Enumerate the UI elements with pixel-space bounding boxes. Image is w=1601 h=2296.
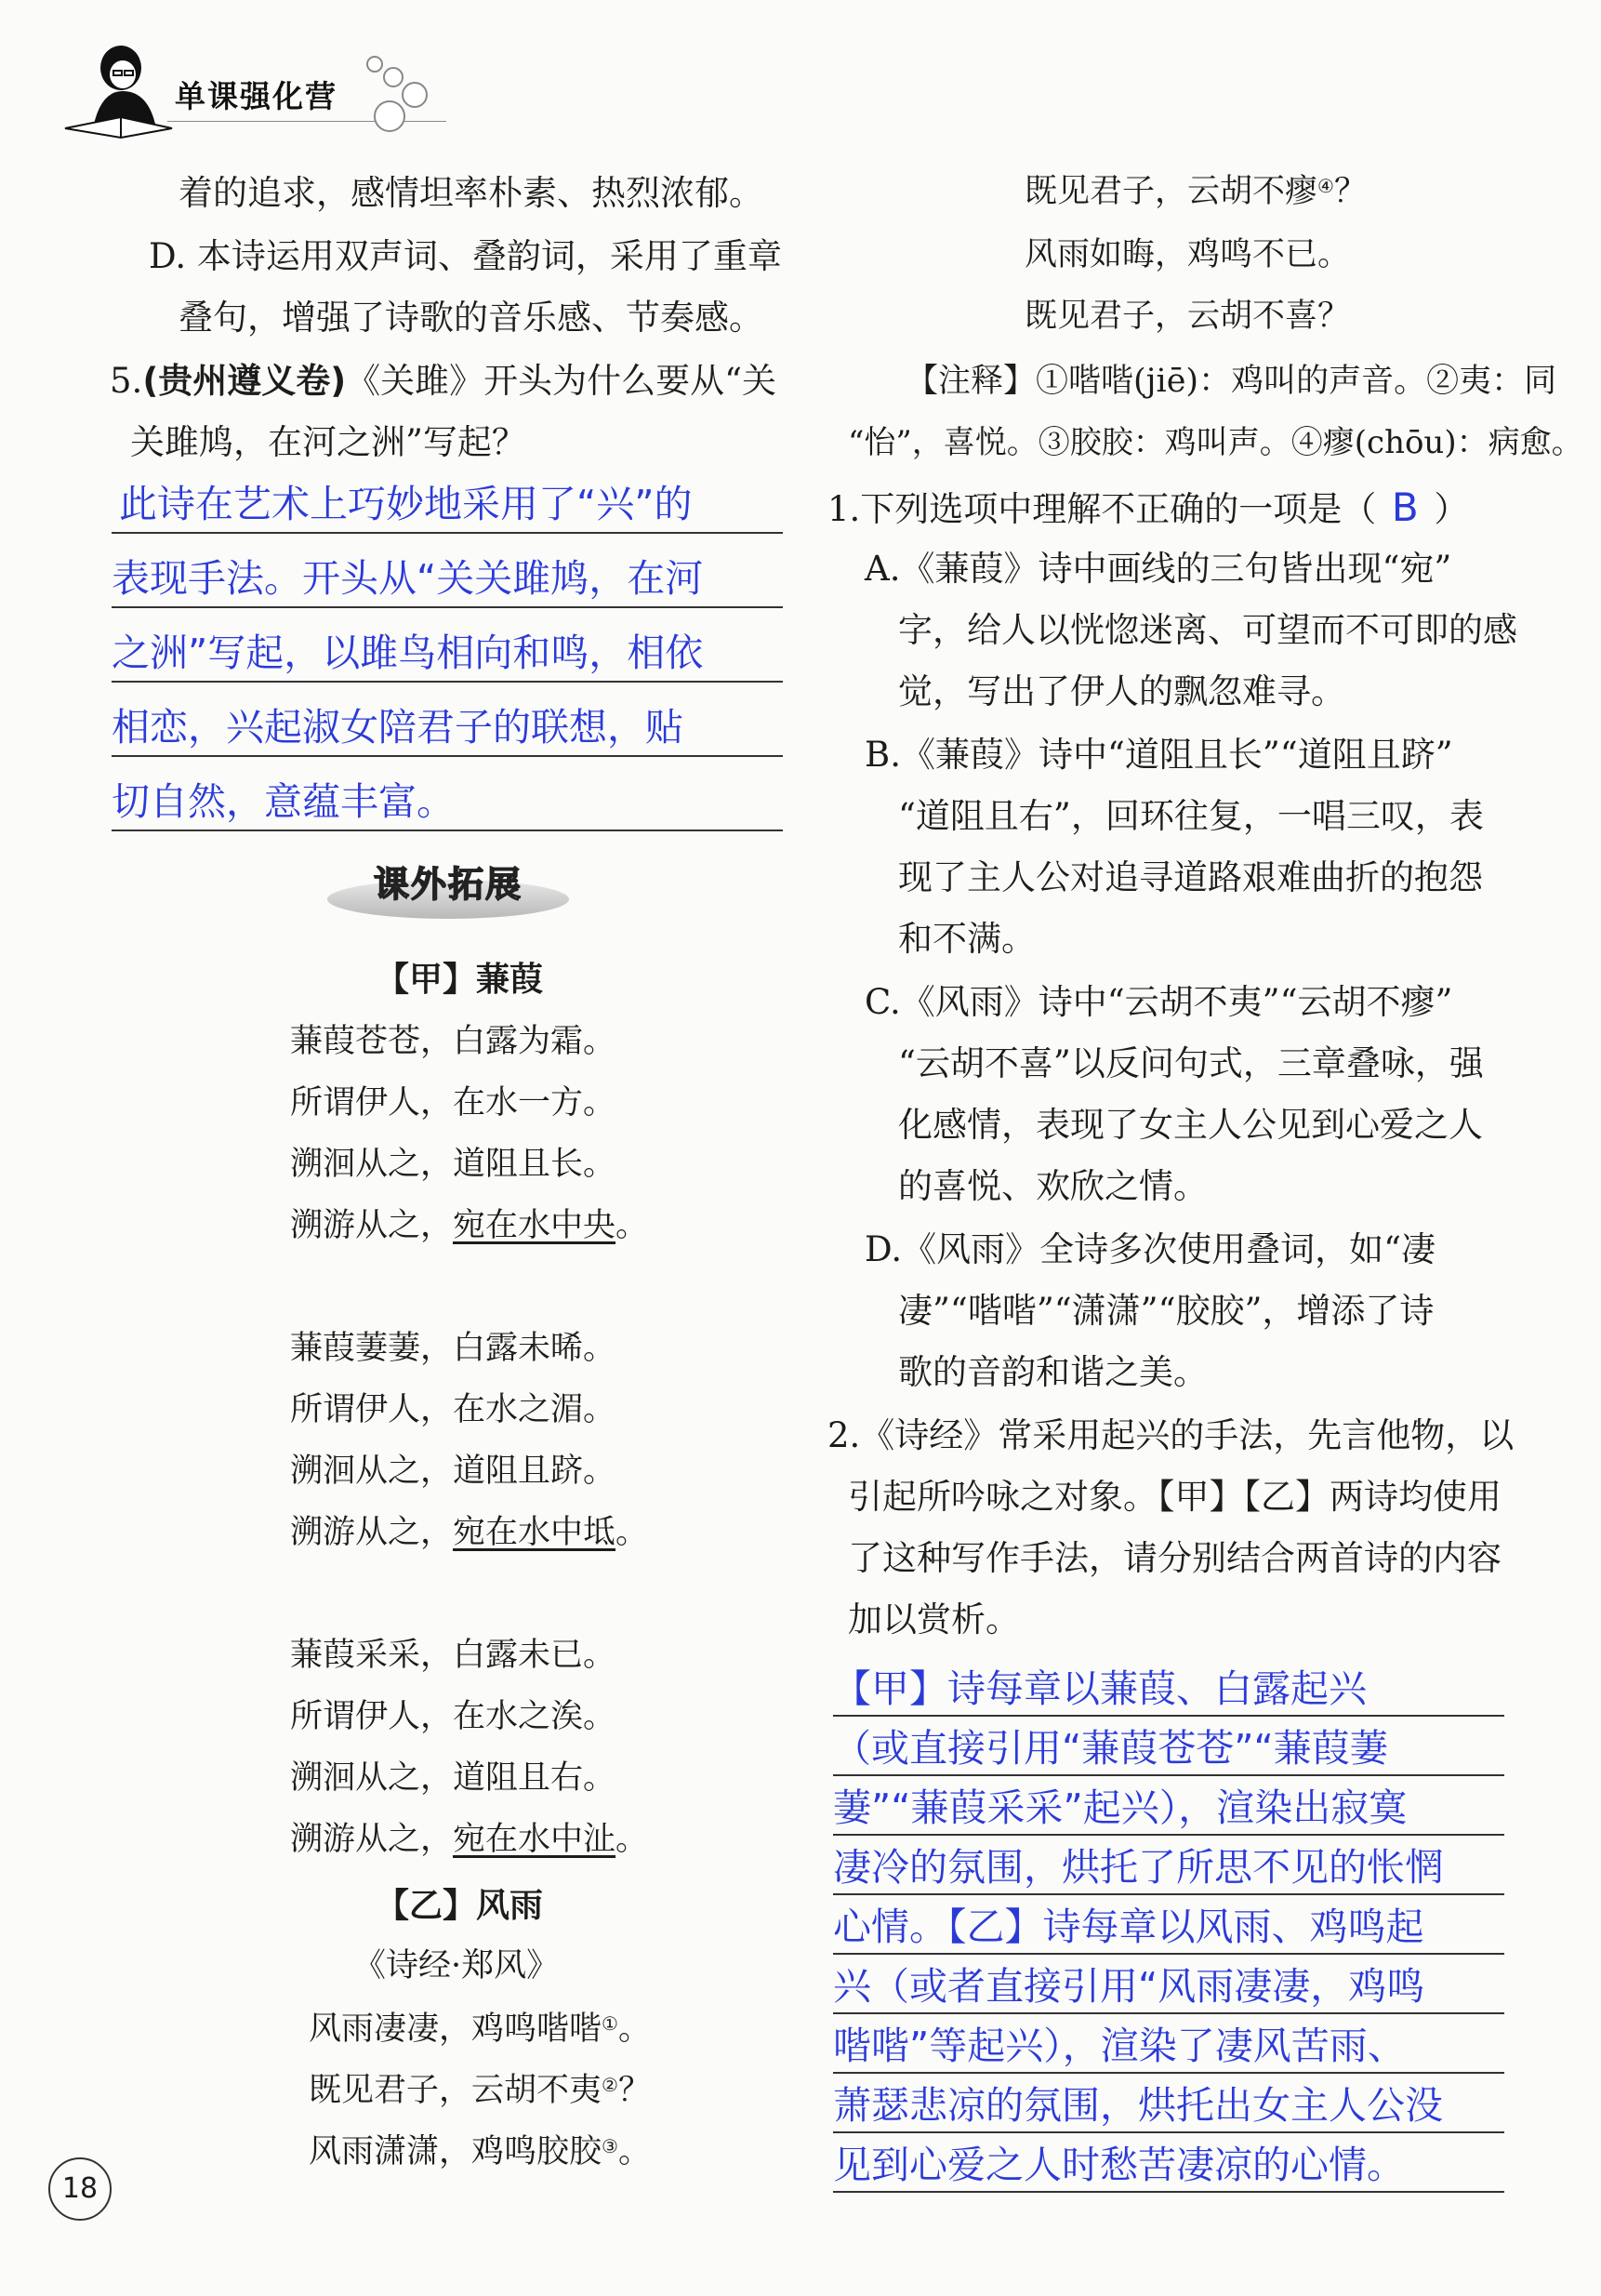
- poem-line: 风雨如晦，鸡鸣不已。: [1025, 236, 1351, 273]
- bubble-icon: [402, 82, 428, 108]
- q1-answer: B: [1391, 484, 1419, 530]
- q5-stem-line1: [110, 359, 776, 404]
- option-c-line: 化感情，表现了女主人公见到心爱之人: [898, 1105, 1483, 1145]
- answer-rule: [112, 681, 783, 683]
- option-b-line: 现了主人公对追寻道路艰难曲折的抱怨: [898, 857, 1483, 897]
- poem-line: 溯游从之，宛在水中坻。: [290, 1514, 649, 1551]
- poem-line: 风雨潇潇，鸡鸣胶胶③。: [309, 2133, 651, 2170]
- option-d-line: D.《风雨》全诗多次使用叠词，如“凄: [865, 1229, 1436, 1269]
- q5-source: (贵州遵义卷): [142, 361, 347, 401]
- underlined-phrase: 宛在水中沚: [453, 1821, 616, 1858]
- poem-yi-source: 《诗经·郑风》: [353, 1947, 560, 1984]
- answer-rule: [833, 1834, 1504, 1836]
- q1-close: ）: [1434, 489, 1469, 529]
- answer-line: 兴（或者直接引用“风雨凄凄，鸡鸣: [833, 1964, 1425, 2009]
- q2-stem-line: 了这种写作手法，请分别结合两首诗的内容: [848, 1538, 1502, 1578]
- answer-rule: [833, 2191, 1504, 2193]
- footnote-mark: ①: [602, 2012, 618, 2035]
- underlined-phrase: 宛在水中坻: [453, 1514, 616, 1551]
- poem-line: 溯洄从之，道阻且跻。: [290, 1453, 616, 1490]
- poem-line: 蒹葭萋萋，白露未晞。: [290, 1330, 616, 1367]
- q1-stem-text: 1.下列选项中理解不正确的一项是（: [827, 489, 1377, 529]
- option-b-line: B.《蒹葭》诗中“道阻且长”“道阻且跻”: [865, 735, 1453, 775]
- answer-line: 【甲】诗每章以蒹葭、白露起兴: [833, 1666, 1367, 1711]
- answer-line: 凄冷的氛围，烘托了所思不见的怅惘: [833, 1845, 1443, 1890]
- poem-line: 所谓伊人，在水之涘。: [290, 1698, 616, 1735]
- answer-line: 萋”“蒹葭采采”起兴），渲染出寂寞: [833, 1785, 1408, 1830]
- answer-rule: [833, 1893, 1504, 1895]
- poem-line: 既见君子，云胡不瘳④？: [1025, 173, 1367, 210]
- bubble-icon: [366, 56, 383, 73]
- footnote-mark: ④: [1317, 175, 1334, 197]
- q2-stem-line: 加以赏析。: [848, 1599, 1020, 1639]
- answer-line: 相恋，兴起淑女陪君子的联想，贴: [112, 705, 683, 750]
- underlined-phrase: 宛在水中央: [453, 1207, 616, 1244]
- option-d-line: 歌的音韵和谐之美。: [898, 1352, 1208, 1392]
- answer-rule: [112, 755, 783, 757]
- answer-line: 切自然，意蕴丰富。: [112, 779, 455, 824]
- page-number: 18: [48, 2157, 112, 2221]
- q2-stem-line: 2.《诗经》常采用起兴的手法，先言他物，以: [827, 1415, 1515, 1455]
- answer-line: 萧瑟悲凉的氛围，烘托出女主人公没: [833, 2083, 1443, 2128]
- poem-line: 既见君子，云胡不夷②？: [309, 2072, 651, 2109]
- poem-line: 所谓伊人，在水之湄。: [290, 1391, 616, 1428]
- q5-number: 5.: [110, 361, 143, 401]
- option-a-line: 觉，写出了伊人的飘忽难寻。: [898, 671, 1345, 711]
- answer-rule: [833, 2012, 1504, 2014]
- option-b-line: “道阻且右”，回环往复，一唱三叹，表: [898, 796, 1484, 836]
- q4-tail-text: 着的追求，感情坦率朴素、热烈浓郁。: [179, 173, 763, 213]
- poem-text: 既见君子，云胡不夷: [309, 2072, 602, 2109]
- answer-rule: [833, 1715, 1504, 1717]
- answer-rule: [833, 2072, 1504, 2074]
- poem-line: 溯洄从之，道阻且右。: [290, 1759, 616, 1797]
- answer-rule: [112, 532, 783, 534]
- poem-line: 溯游从之，宛在水中沚。: [290, 1821, 649, 1858]
- poem-text: 既见君子，云胡不瘳: [1025, 173, 1318, 210]
- option-b-line: 和不满。: [898, 919, 1036, 959]
- option-c-line: “云胡不喜”以反问句式，三章叠咏，强: [898, 1043, 1484, 1083]
- answer-line: 喈喈”等起兴），渲染了凄风苦雨、: [833, 2024, 1406, 2068]
- q2-stem-line: 引起所吟咏之对象。【甲】【乙】两诗均使用: [848, 1477, 1502, 1517]
- option-d-line: 凄”“喈喈”“潇潇”“胶胶”，增添了诗: [898, 1291, 1435, 1331]
- bubble-icon: [383, 67, 404, 87]
- poem-line: 蒹葭采采，白露未已。: [290, 1637, 616, 1674]
- header-title: 单课强化营: [175, 78, 337, 114]
- option-a-line: A.《蒹葭》诗中画线的三句皆出现“宛”: [865, 549, 1452, 589]
- answer-rule: [112, 606, 783, 608]
- page-header: [56, 28, 446, 149]
- answer-rule: [112, 829, 783, 831]
- answer-line: 此诗在艺术上巧妙地采用了“兴”的: [119, 482, 693, 526]
- reading-student-icon: [56, 35, 177, 142]
- poem-line: 溯洄从之，道阻且长。: [290, 1146, 616, 1183]
- q1-stem: [827, 485, 1468, 532]
- footnote-mark: ②: [602, 2074, 618, 2096]
- option-a-line: 字，给人以恍惚迷离、可望而不可即的感: [898, 610, 1517, 650]
- option-c-line: 的喜悦、欢欣之情。: [898, 1166, 1208, 1206]
- poem-line: 风雨凄凄，鸡鸣喈喈①。: [309, 2011, 651, 2048]
- q4-option-d-line1: D. 本诗运用双声词、叠韵词，采用了重章: [149, 236, 782, 276]
- q5-text: 《关雎》开头为什么要从“关: [346, 361, 777, 401]
- annotation-line2: “怡”，喜悦。③胶胶：鸡叫声。④瘳(chōu)：病愈。: [848, 424, 1583, 461]
- q5-stem-line2: 关雎鸠，在河之洲”写起？: [130, 422, 526, 462]
- section-banner: [327, 856, 569, 924]
- poem-line: 溯游从之，宛在水中央。: [290, 1207, 649, 1244]
- answer-rule: [833, 1953, 1504, 1955]
- answer-line: 之洲”写起，以雎鸟相向和鸣，相依: [112, 630, 704, 675]
- answer-line: 表现手法。开头从“关关雎鸠，在河: [112, 556, 704, 601]
- poem-text: 风雨潇潇，鸡鸣胶胶: [309, 2133, 602, 2170]
- poem-line: 蒹葭苍苍，白露为霜。: [290, 1023, 616, 1060]
- poem-text: 风雨凄凄，鸡鸣喈喈: [309, 2011, 602, 2048]
- answer-rule: [833, 2131, 1504, 2133]
- q4-option-d-line2: 叠句，增强了诗歌的音乐感、节奏感。: [179, 298, 763, 338]
- answer-line: 见到心爱之人时愁苦凄凉的心情。: [833, 2143, 1405, 2187]
- poem-jia-title: 【甲】蒹葭: [376, 961, 544, 999]
- poem-line: 所谓伊人，在水一方。: [290, 1084, 616, 1121]
- answer-line: 心情。【乙】诗每章以风雨、鸡鸣起: [833, 1904, 1424, 1949]
- annotation-line1: 【注释】①喈喈(jiē)：鸡叫的声音。②夷：同: [906, 363, 1557, 400]
- answer-line: （或直接引用“蒹葭苍苍”“蒹葭萋: [833, 1726, 1388, 1771]
- poem-yi-title: 【乙】风雨: [376, 1887, 544, 1925]
- answer-rule: [833, 1774, 1504, 1776]
- poem-line: 既见君子，云胡不喜？: [1025, 298, 1351, 335]
- section-title: 课外拓展: [373, 864, 523, 905]
- bubble-icon: [374, 100, 405, 132]
- footnote-mark: ③: [602, 2135, 618, 2157]
- option-c-line: C.《风雨》诗中“云胡不夷”“云胡不瘳”: [865, 982, 1453, 1022]
